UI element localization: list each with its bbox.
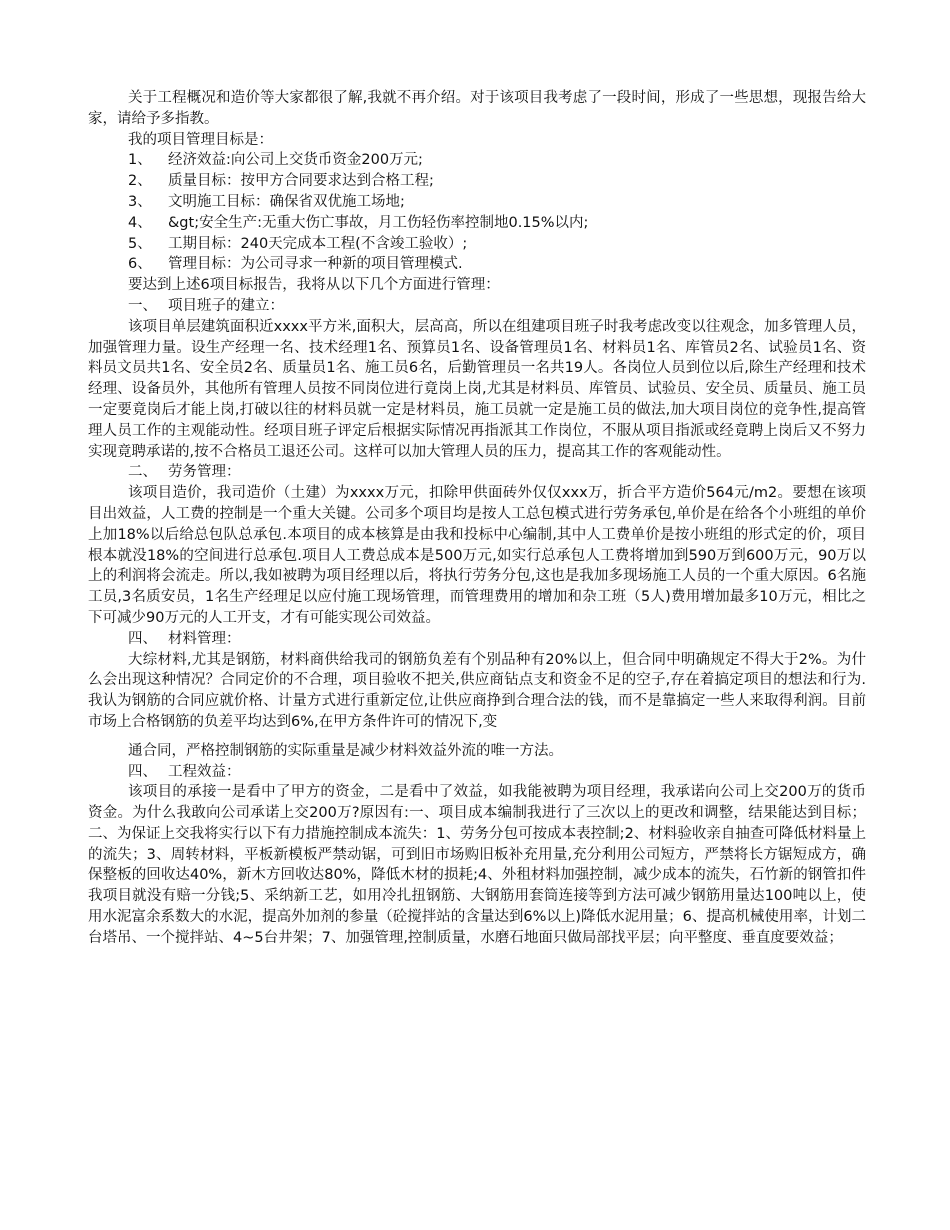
goal-number: 1、 bbox=[128, 152, 152, 169]
document-page bbox=[88, 88, 866, 949]
goal-number: 4、 bbox=[128, 214, 152, 231]
section-paragraph: 该项目造价，我司造价（土建）为xxxx万元，扣除甲供面砖外仅仅xxx万，折合平方造价564元/m2。要想在该项目出效益，人工费的控制是一个重大关键。公司多个项目均是按人工总包模式进行劳务承包,单价是在给各个小班组的单价上加18%以后给总包队总承包.本项目的成本核算是由我和投标中心编制,其中人工费单价是按小班组的形式定的价，项目根本就没18%的空间进行总承包.项目人工费总成本是500万元,如实行总承包人工费将增加到590万到600万元，90万以上的利润将会流走。所以,我如被聘为项目经理以后，将执行劳务分包,这也是我加多现场施工人员的一个重大原因。6名施工员,3名质安员，1名生产经理足以应付施工现场管理，而管理费用的增加和杂工班（5人)费用增加最多10万元，相比之下可减少90万元的人工开支，才有可能实现公司效益。 bbox=[88, 485, 866, 626]
goal-text: 管理目标：为公司寻求一种新的项目管理模式. bbox=[168, 256, 463, 273]
goals-list bbox=[88, 150, 866, 275]
goal-item bbox=[88, 171, 866, 192]
paragraph-gap bbox=[88, 733, 866, 741]
section-number: 四、 bbox=[128, 630, 157, 647]
goal-number: 2、 bbox=[128, 173, 152, 190]
goal-number: 5、 bbox=[128, 235, 152, 252]
section-paragraph: 大综材料,尤其是钢筋，材料商供给我司的钢筋负差有个别品种有20%以上，但合同中明确规定不得大于2%。为什么会出现这种情况？合同定价的不合理，项目验收不把关,供应商钻点支和资金不足的空子,存在着搞定项目的想法和行为.我认为钢筋的合同应就价格、计量方式进行重新定位,让供应商挣到合理合法的钱，而不是靠搞定一些人来取得利润。目前市场上合格钢筋的负差平均达到6%,在甲方条件许可的情况下,变 bbox=[88, 651, 866, 730]
goal-item bbox=[88, 192, 866, 213]
goals-lead: 我的项目管理目标是： bbox=[128, 131, 273, 148]
intro-paragraph: 关于工程概况和造价等大家都很了解,我就不再介绍。对于该项目我考虑了一段时间，形成了一些思想，现报告给大家，请给予多指教。 bbox=[88, 90, 866, 127]
section-heading bbox=[88, 462, 866, 483]
goal-text: 工期目标：240天完成本工程(不含竣工验收）; bbox=[168, 235, 468, 252]
goal-text: 文明施工目标：确保省双优施工场地; bbox=[168, 193, 405, 210]
goal-text: 经济效益:向公司上交货币资金200万元; bbox=[168, 152, 423, 169]
goal-item bbox=[88, 254, 866, 275]
section-paragraph: 通合同，严格控制钢筋的实际重量是减少材料效益外流的唯一方法。 bbox=[128, 742, 563, 759]
section-title: 劳务管理： bbox=[168, 464, 241, 481]
goal-number: 3、 bbox=[128, 193, 152, 210]
section-heading bbox=[88, 762, 866, 783]
goals-tail: 要达到上述6项目标报告，我将从以下几个方面进行管理： bbox=[128, 277, 500, 294]
section-heading bbox=[88, 629, 866, 650]
section-paragraph: 该项目的承接一是看中了甲方的资金，二是看中了效益，如我能被聘为项目经理，我承诺向公司上交200万的货币资金。为什么我敢向公司承诺上交200万?原因有:一、项目成本编制我进行了三次以上的更改和调整，结果能达到目标；二、为保证上交我将实行以下有力措施控制成本流失：1、劳务分包可按成本表控制;2、材料验收亲自抽查可降低材料量上的流失；3、周转材料，平板新模板严禁动锯，可到旧市场购旧板补充用量,充分利用公司短方，严禁将长方锯短成方，确保整板的回收达40%，新木方回收达80%，降低木材的损耗;4、外租材料加强控制，减少成本的流失，石竹新的钢管扣件我项目就没有赔一分钱;5、采纳新工艺，如用冷扎扭钢筋、大钢筋用套筒连接等到方法可减少钢筋用量达100吨以上，使用水泥富余系数大的水泥，提高外加剂的参量（砼搅拌站的含量达到6%以上)降低水泥用量；6、提高机械使用率，计划二台塔吊、一个搅拌站、4~5台井架；7、加强管理,控制质量，水磨石地面只做局部找平层；向平整度、垂直度要效益； bbox=[88, 784, 866, 946]
section-number: 四、 bbox=[128, 763, 157, 780]
section-number: 一、 bbox=[128, 297, 157, 314]
goal-item bbox=[88, 150, 866, 171]
section-heading bbox=[88, 296, 866, 317]
section-title: 工程效益： bbox=[168, 763, 241, 780]
section-title: 项目班子的建立： bbox=[168, 297, 284, 314]
goal-item bbox=[88, 213, 866, 234]
goal-text: &gt;安全生产:无重大伤亡事故，月工伤轻伤率控制地0.15%以内; bbox=[168, 214, 589, 231]
goal-number: 6、 bbox=[128, 256, 152, 273]
goal-item bbox=[88, 234, 866, 255]
section-paragraph: 该项目单层建筑面积近xxxx平方米,面积大，层高高，所以在组建项目班子时我考虑改变以往观念，加多管理人员，加强管理力量。设生产经理一名、技术经理1名、预算员1名、设备管理员1名、材料员1名、库管员2名、试验员1名、资料员文员共1名、安全员2名、质量员1名、施工员6名，后勤管理员一名共19人。各岗位人员到位以后,除生产经理和技术经理、设备员外，其他所有管理人员按不同岗位进行竟岗上岗,尤其是材料员、库管员、试验员、安全员、质量员、施工员一定要竟岗后才能上岗,打破以往的材料员就一定是材料员，施工员就一定是施工员的做法,加大项目岗位的竞争性,提高管理人员工作的主观能动性。经项目班子评定后根据实际情况再指派其工作岗位，不服从项目指派或经竟聘上岗后又不努力实现竟聘承诺的,按不合格员工退还公司。这样可以加大管理人员的压力，提高其工作的客观能动性。 bbox=[88, 318, 866, 460]
section-number: 二、 bbox=[128, 464, 157, 481]
goal-text: 质量目标：按甲方合同要求达到合格工程; bbox=[168, 173, 434, 190]
section-title: 材料管理： bbox=[168, 630, 241, 647]
